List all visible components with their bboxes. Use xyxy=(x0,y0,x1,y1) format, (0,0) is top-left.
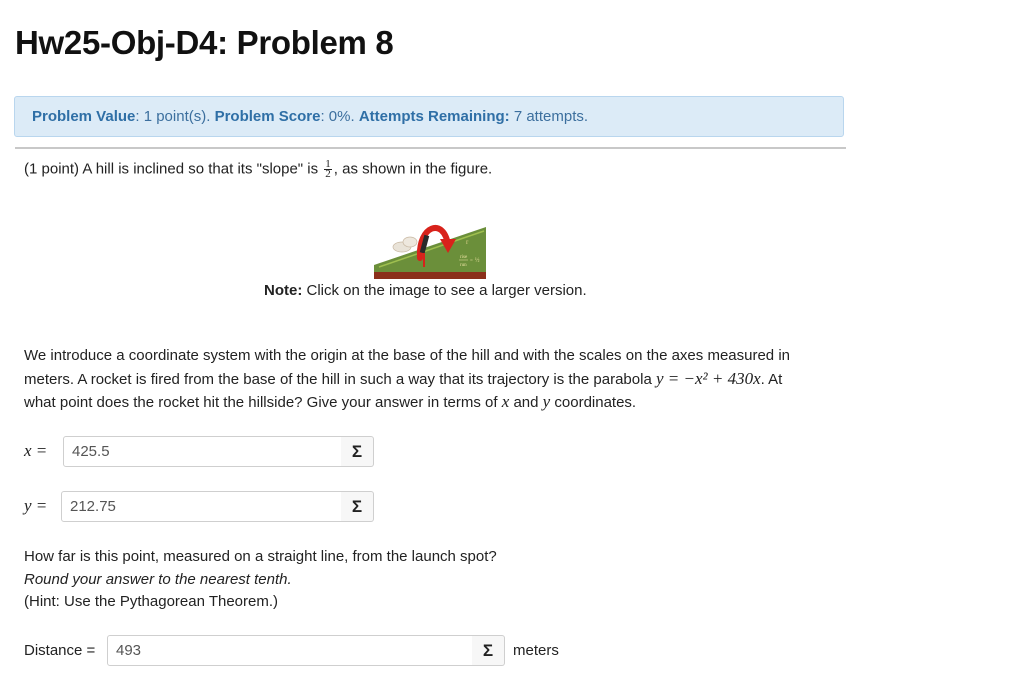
problem-score-text: : 0%. xyxy=(320,108,355,125)
paragraph-text-end: coordinates. xyxy=(550,394,637,411)
x-answer-input[interactable] xyxy=(63,436,342,467)
attempts-remaining-label: Attempts Remaining: xyxy=(358,108,510,125)
distance-equation-editor-button[interactable]: Σ xyxy=(472,635,505,666)
y-equation-editor-button[interactable]: Σ xyxy=(341,491,374,522)
hill-figure-thumbnail[interactable] xyxy=(374,213,486,279)
intro-text: (1 point) A hill is inclined so that its "slope" is xyxy=(24,160,323,178)
note-text: Click on the image to see a larger version. xyxy=(302,282,587,299)
var-y: y xyxy=(542,392,551,411)
problem-info-banner xyxy=(14,96,844,137)
label-rise: rise xyxy=(460,255,468,260)
and-text: and xyxy=(509,394,543,411)
problem-paragraph-line-3 xyxy=(24,392,636,412)
y-answer-input[interactable] xyxy=(61,491,342,522)
parabola-equation: y = −x² + 430x xyxy=(655,369,761,388)
problem-intro xyxy=(24,160,492,179)
distance-unit: meters xyxy=(513,642,559,659)
paragraph-text-end: . At xyxy=(760,371,783,388)
hint-text: (Hint: Use the Pythagorean Theorem.) xyxy=(24,593,279,610)
divider xyxy=(15,147,846,149)
slope-numerator: 1 xyxy=(325,158,331,170)
var-x: x xyxy=(501,392,510,411)
intro-text-after: , as shown in the figure. xyxy=(333,160,493,178)
x-equation-editor-button[interactable]: Σ xyxy=(341,436,374,467)
question-2: How far is this point, measured on a straight line, from the launch spot? xyxy=(24,548,497,565)
page-title: Hw25-Obj-D4: Problem 8 xyxy=(15,24,394,61)
note-label: Note: xyxy=(264,282,303,299)
slope-denominator: 2 xyxy=(325,168,331,180)
problem-value-text: : 1 point(s). xyxy=(135,108,211,125)
label-r: r xyxy=(466,238,469,246)
attempts-remaining-text: 7 attempts. xyxy=(509,108,589,125)
label-half: ½ xyxy=(475,258,480,264)
slope-fraction xyxy=(324,160,332,179)
problem-value-label: Problem Value xyxy=(32,108,136,125)
distance-label: Distance = xyxy=(24,642,96,659)
label-run: run xyxy=(460,263,467,268)
paragraph-text: what point does the rocket hit the hillside? Give your answer in terms of xyxy=(24,394,502,411)
paragraph-text: meters. A rocket is fired from the base of the hill in such a way that its trajectory is the parabola xyxy=(24,371,656,388)
problem-paragraph-line-2 xyxy=(24,369,782,389)
problem-paragraph-line-1: We introduce a coordinate system with the origin at the base of the hill and with the scales on the axes measured in xyxy=(24,347,790,364)
x-answer-label: x = xyxy=(24,441,48,460)
label-equals: = xyxy=(470,259,473,264)
ground-strip xyxy=(374,272,486,279)
figure-note xyxy=(264,282,587,299)
problem-score-label: Problem Score xyxy=(214,108,321,125)
round-note: Round your answer to the nearest tenth. xyxy=(24,571,292,588)
distance-answer-input[interactable] xyxy=(107,635,473,666)
y-answer-label: y = xyxy=(24,496,48,515)
